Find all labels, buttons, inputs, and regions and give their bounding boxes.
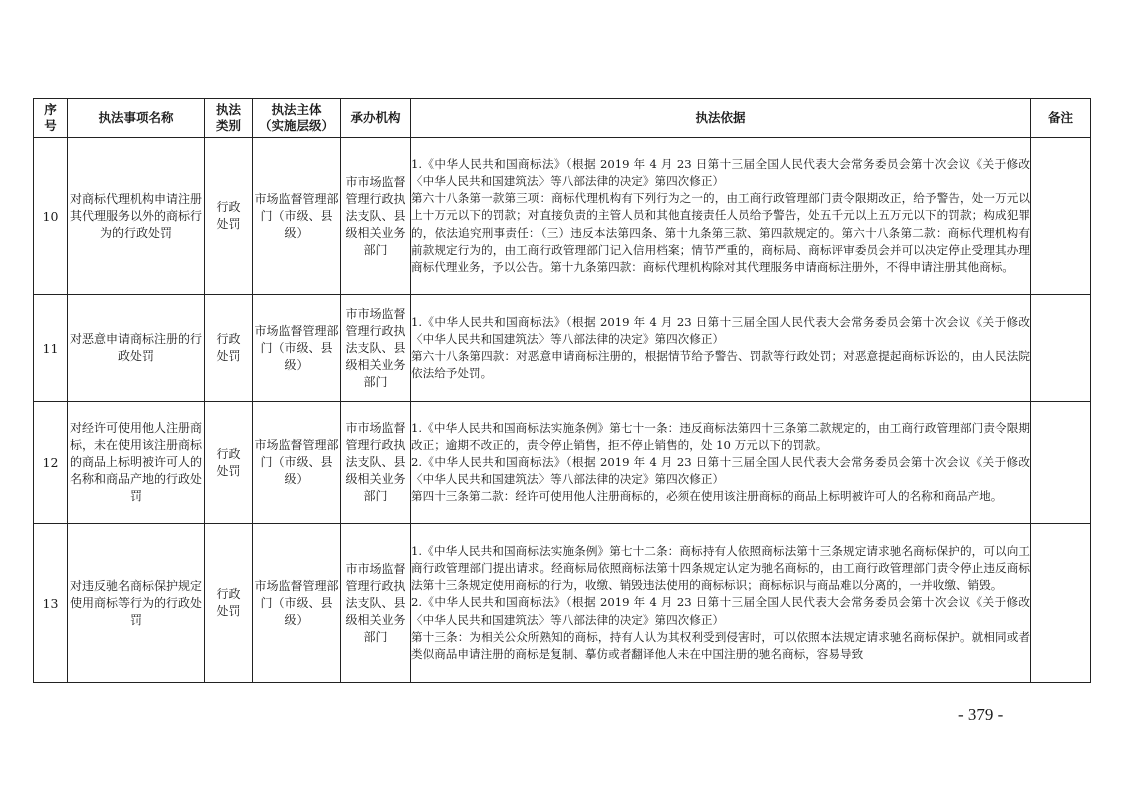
row-subject: 市场监督管理部门（市级、县级） [253,295,341,402]
row-agency: 市市场监督管理行政执法支队、县级相关业务部门 [341,402,411,524]
row-remark [1031,524,1091,683]
row-category: 行政 处罚 [205,402,253,524]
basis-paragraph: 第六十八条第四款：对恶意申请商标注册的，根据情节给予警告、罚款等行政处罚；对恶意提起商标诉讼的，由人民法院依法给予处罚。 [411,349,1030,381]
row-name: 对商标代理机构申请注册其代理服务以外的商标行为的行政处罚 [68,138,205,295]
row-remark [1031,138,1091,295]
header-name: 执法事项名称 [68,99,205,138]
row-basis [411,138,1031,295]
row-remark [1031,295,1091,402]
basis-paragraph: 第四十三条第二款：经许可使用他人注册商标的，必须在使用该注册商标的商品上标明被许可人的名称和商品产地。 [411,489,1003,504]
table-row [34,138,1091,295]
row-agency: 市市场监督管理行政执法支队、县级相关业务部门 [341,138,411,295]
row-name: 对违反驰名商标保护规定使用商标等行为的行政处罚 [68,524,205,683]
law-enforcement-table [33,98,1091,683]
row-category: 行政 处罚 [205,524,253,683]
row-agency: 市市场监督管理行政执法支队、县级相关业务部门 [341,524,411,683]
basis-paragraph: 第六十八条第一款第三项：商标代理机构有下列行为之一的，由工商行政管理部门责令限期改正，给予警告，处一万元以上十万元以下的罚款；对直接负责的主管人员和其他直接责任人员给予警告，处五千元以上五万元以下的罚款；构成犯罪的，依法追究刑事责任：（三）违反本法第四条、第十九条第三款、第四款规定的。第六十八条第二款：商标代理机构有前款规定行为的，由工商行政管理部门记入信用档案；情节严重的，商标局、商标评审委员会并可以决定停止受理其办理商标代理业务，予以公告。第十九条第四款：商标代理机构除对其代理服务申请商标注册外，不得申请注册其他商标。 [411,191,1030,274]
header-basis: 执法依据 [411,99,1031,138]
basis-paragraph: 2.《中华人民共和国商标法》（根据 2019 年 4 月 23 日第十三届全国人民代表大会常务委员会第十次会议《关于修改〈中华人民共和国建筑法〉等八部法律的决定》第四次修正） [411,595,1030,627]
header-remark: 备注 [1031,99,1091,138]
row-subject: 市场监督管理部门（市级、县级） [253,524,341,683]
row-category: 行政 处罚 [205,295,253,402]
basis-paragraph: 1.《中华人民共和国商标法》（根据 2019 年 4 月 23 日第十三届全国人民代表大会常务委员会第十次会议《关于修改〈中华人民共和国建筑法〉等八部法律的决定》第四次修正） [411,314,1030,346]
row-no: 11 [34,295,68,402]
row-name: 对恶意申请商标注册的行政处罚 [68,295,205,402]
row-agency: 市市场监督管理行政执法支队、县级相关业务部门 [341,295,411,402]
basis-paragraph: 1.《中华人民共和国商标法实施条例》第七十一条：违反商标法第四十三条第二款规定的，由工商行政管理部门责令限期改正；逾期不改正的，责令停止销售，拒不停止销售的，处 10 万元以下的罚款。 [411,420,1030,452]
row-no: 13 [34,524,68,683]
basis-paragraph: 第十三条：为相关公众所熟知的商标，持有人认为其权利受到侵害时，可以依照本法规定请求驰名商标保护。就相同或者类似商品申请注册的商标是复制、摹仿或者翻译他人未在中国注册的驰名商标，容易导致 [411,629,1030,661]
row-basis [411,402,1031,524]
header-subject: 执法主体 （实施层级） [253,99,341,138]
row-no: 12 [34,402,68,524]
table-row [34,402,1091,524]
header-agency: 承办机构 [341,99,411,138]
row-remark [1031,402,1091,524]
row-subject: 市场监督管理部门（市级、县级） [253,402,341,524]
row-subject: 市场监督管理部门（市级、县级） [253,138,341,295]
header-category: 执法 类别 [205,99,253,138]
row-category: 行政 处罚 [205,138,253,295]
basis-paragraph: 2.《中华人民共和国商标法》（根据 2019 年 4 月 23 日第十三届全国人民代表大会常务委员会第十次会议《关于修改〈中华人民共和国建筑法〉等八部法律的决定》第四次修正） [411,454,1030,487]
basis-paragraph: 1.《中华人民共和国商标法实施条例》第七十二条：商标持有人依照商标法第十三条规定请求驰名商标保护的，可以向工商行政管理部门提出请求。经商标局依照商标法第十四条规定认定为驰名商标的，由工商行政管理部门责令停止违反商标法第十三条规定使用商标的行为，收缴、销毁违法使用的商标标识；商标标识与商品难以分离的，一并收缴、销毁。 [411,544,1030,593]
basis-paragraph: 1.《中华人民共和国商标法》（根据 2019 年 4 月 23 日第十三届全国人民代表大会常务委员会第十次会议《关于修改〈中华人民共和国建筑法〉等八部法律的决定》第四次修正） [411,157,1030,189]
table-row [34,295,1091,402]
row-basis [411,295,1031,402]
row-no: 10 [34,138,68,295]
row-name: 对经许可使用他人注册商标，未在使用该注册商标的商品上标明被许可人的名称和商品产地的行政处罚 [68,402,205,524]
table-row [34,524,1091,683]
header-no: 序 号 [34,99,68,138]
table-header-row [34,99,1091,138]
row-basis [411,524,1031,683]
page-number: - 379 - [958,705,1004,724]
